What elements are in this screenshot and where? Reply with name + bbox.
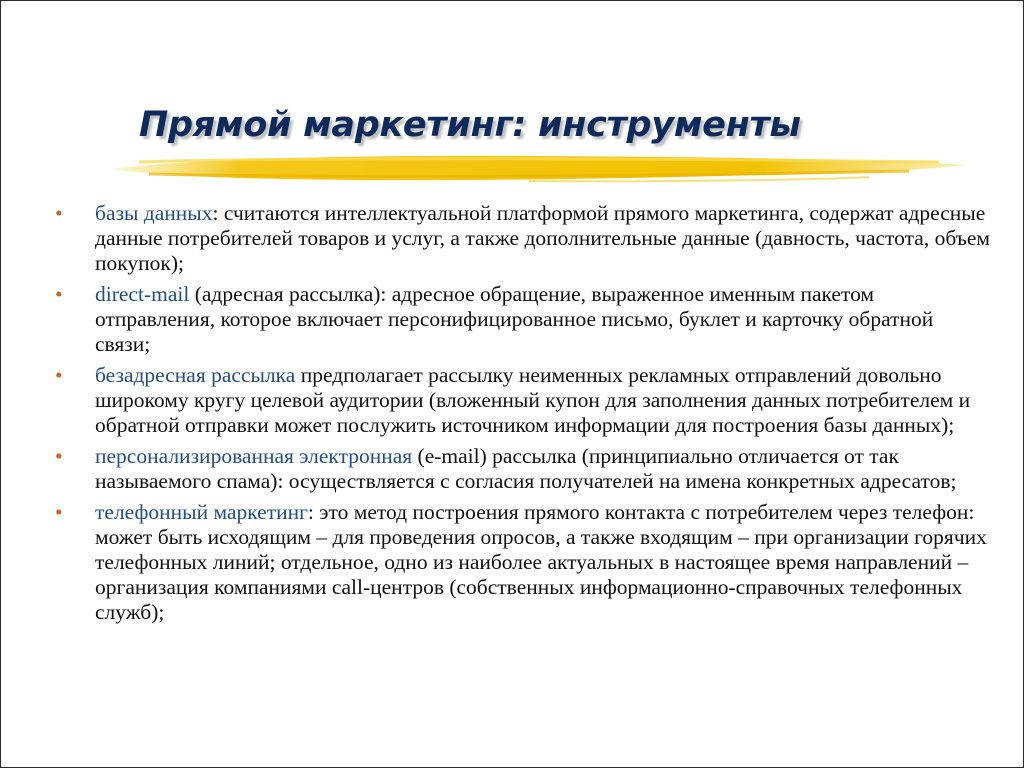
brush-stroke-underline — [109, 147, 969, 189]
item-text: : это метод построения прямого контакта с потребителем через телефон: может быть исходящим – для проведения опросов, а также входящим – при организации горячих телефонных линий; отдельное, одно из наиболее актуальных в настоящее время направлений – организация компаниями call-центров (собственных информационно-справочных телефонных служб); — [95, 500, 987, 624]
list-item — [55, 282, 990, 357]
item-text: (адресная рассылка): адресное обращение, выраженное именным пакетом отправления, которое включает персонифицированное письмо, буклет и карточку обратной связи; — [95, 282, 934, 356]
item-text: : считаются интеллектуальной платформой прямого маркетинга, содержат адресные данные потребителей товаров и услуг, а также дополнительные данные (давность, частота, объем покупок); — [95, 201, 990, 275]
bullet-icon: • — [55, 444, 63, 468]
item-text: (e-mail) рассылка (принципиально отличается от так называемого спама): осуществляется с согласия получателей на имена конкретных адресатов; — [95, 444, 957, 493]
list-item — [55, 444, 990, 494]
bullet-icon: • — [55, 201, 63, 225]
item-term: телефонный маркетинг — [95, 500, 308, 524]
item-text: предполагает рассылку неименных рекламных отправлений довольно широкому кругу целевой аудитории (вложенный купон для заполнения данных потребителем и обратной отправки может послужить источником информации для построения базы данных); — [95, 363, 971, 437]
bullet-icon: • — [55, 500, 63, 524]
list-item — [55, 500, 990, 625]
list-item — [55, 363, 990, 438]
item-term: безадресная рассылка — [95, 363, 296, 387]
item-term: базы данных — [95, 201, 213, 225]
item-term: direct-mail — [95, 282, 190, 306]
bullet-list — [55, 201, 990, 631]
item-term: персонализированная электронная — [95, 444, 413, 468]
list-item — [55, 201, 990, 276]
slide-title: Прямой маркетинг: инструменты — [139, 105, 801, 145]
bullet-icon: • — [55, 363, 63, 387]
bullet-icon: • — [55, 282, 63, 306]
